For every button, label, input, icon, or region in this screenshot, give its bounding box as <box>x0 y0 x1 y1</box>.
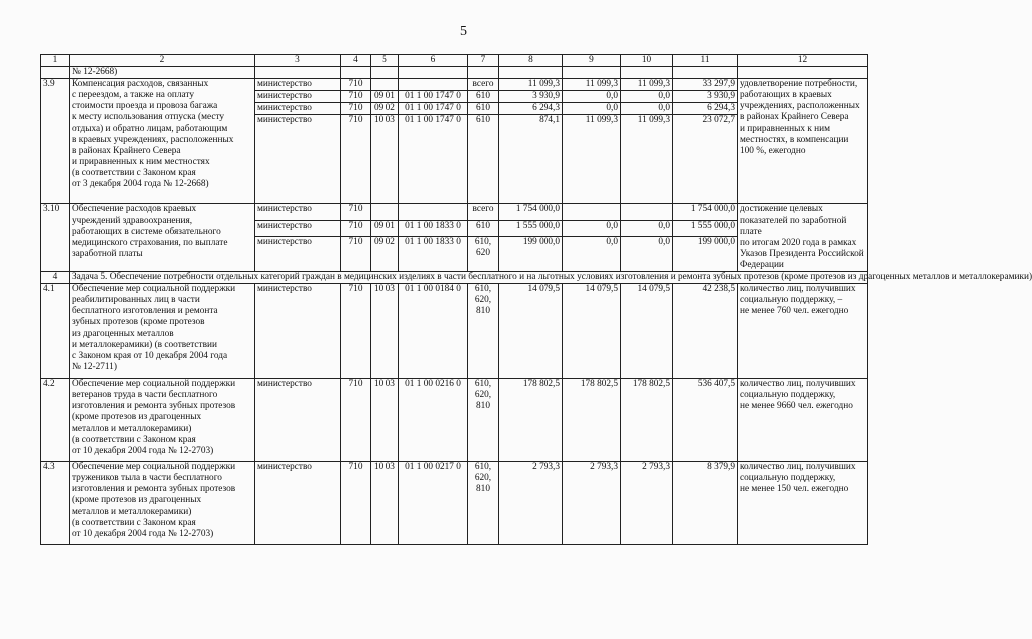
rzpr-cell: 09 01 <box>371 220 399 236</box>
year3-cell: 11 099,3 <box>621 115 673 204</box>
csr-cell: 01 1 00 1747 0 <box>399 91 468 103</box>
row-description: Обеспечение мер социальной поддержки реабилитированных лиц в части бесплатного изготовления и ремонта зубных протезов (кроме протезов из драгоценных металлов и металлокерамики) (в соответствии с Законом края от 10 декабря 2004 года № 12-2711) <box>70 284 255 379</box>
executor-cell: министерство <box>255 103 341 115</box>
col-header: 4 <box>341 55 371 67</box>
executor-cell: министерство <box>255 462 341 545</box>
result-cell: удовлетворение потребности, работающих в краевых учреждениях, расположенных в районах Крайнего Севера и приравненных к ним местностях, в компенсации 100 %, ежегодно <box>738 79 868 204</box>
result-cell: количество лиц, получивших социальную поддержку, не менее 150 чел. ежегодно <box>738 462 868 545</box>
executor-cell: министерство <box>255 204 341 220</box>
table-row <box>41 284 868 379</box>
grbs-cell: 710 <box>341 284 371 379</box>
year3-cell: 14 079,5 <box>621 284 673 379</box>
year2-cell: 11 099,3 <box>563 79 621 91</box>
grbs-cell: 710 <box>341 379 371 462</box>
year2-cell: 0,0 <box>563 220 621 236</box>
vr-cell: всего <box>468 79 499 91</box>
row-number: 3.10 <box>41 204 70 272</box>
vr-cell: 610 <box>468 91 499 103</box>
total-cell: 1 754 000,0 <box>673 204 738 220</box>
vr-cell: 610, 620, 810 <box>468 379 499 462</box>
header-row <box>41 55 868 67</box>
year3-cell: 0,0 <box>621 103 673 115</box>
csr-cell: 01 1 00 0184 0 <box>399 284 468 379</box>
row-description: Обеспечение мер социальной поддержки тружеников тыла в части бесплатного изготовления и ремонта зубных протезов (кроме протезов из драгоценных металлов и металлокерамики) (в соответствии с Законом края от 10 декабря 2004 года № 12-2703) <box>70 462 255 545</box>
grbs-cell: 710 <box>341 79 371 91</box>
program-table <box>40 54 1032 545</box>
col-header: 3 <box>255 55 341 67</box>
result-cell: количество лиц, получивших социальную поддержку, – не менее 760 чел. ежегодно <box>738 284 868 379</box>
grbs-cell: 710 <box>341 237 371 272</box>
year3-cell: 2 793,3 <box>621 462 673 545</box>
executor-cell: министерство <box>255 91 341 103</box>
grbs-cell: 710 <box>341 103 371 115</box>
grbs-cell: 710 <box>341 115 371 204</box>
vr-cell: всего <box>468 204 499 220</box>
year1-cell: 874,1 <box>499 115 563 204</box>
rzpr-cell <box>371 204 399 220</box>
total-cell: 8 379,9 <box>673 462 738 545</box>
total-cell: 6 294,3 <box>673 103 738 115</box>
vr-cell: 610 <box>468 103 499 115</box>
year2-cell: 0,0 <box>563 91 621 103</box>
year2-cell: 14 079,5 <box>563 284 621 379</box>
rzpr-cell: 10 03 <box>371 379 399 462</box>
year2-cell: 11 099,3 <box>563 115 621 204</box>
rzpr-cell: 10 03 <box>371 115 399 204</box>
year1-cell: 11 099,3 <box>499 79 563 91</box>
table-row <box>41 379 868 462</box>
csr-cell: 01 1 00 0216 0 <box>399 379 468 462</box>
row-number: 4.2 <box>41 379 70 462</box>
year3-cell: 178 802,5 <box>621 379 673 462</box>
row-description: Компенсация расходов, связанных с переездом, а также на оплату стоимости проезда и провоза багажа к месту использования отпуска (месту отдыха) и обратно лицам, работающим в краевых учреждениях, расположенных в районах Крайнего Севера и приравненных к ним местностях (в соответствии с Законом края от 3 декабря 2004 года № 12-2668) <box>70 79 255 204</box>
continuation-row <box>41 67 868 79</box>
rzpr-cell: 09 02 <box>371 237 399 272</box>
grbs-cell: 710 <box>341 220 371 236</box>
total-cell: 23 072,7 <box>673 115 738 204</box>
rzpr-cell <box>371 79 399 91</box>
row-description: Обеспечение мер социальной поддержки ветеранов труда в части бесплатного изготовления и ремонта зубных протезов (кроме протезов из драгоценных металлов и металлокерамики) (в соответствии с Законом края от 10 декабря 2004 года № 12-2703) <box>70 379 255 462</box>
csr-cell: 01 1 00 1833 0 <box>399 237 468 272</box>
col-header: 11 <box>673 55 738 67</box>
col-header: 6 <box>399 55 468 67</box>
executor-cell: министерство <box>255 379 341 462</box>
vr-cell: 610, 620, 810 <box>468 462 499 545</box>
grbs-cell: 710 <box>341 91 371 103</box>
continuation-text: № 12-2668) <box>70 67 255 79</box>
table-row <box>41 204 868 220</box>
csr-cell: 01 1 00 0217 0 <box>399 462 468 545</box>
year2-cell: 178 802,5 <box>563 379 621 462</box>
csr-cell <box>399 204 468 220</box>
year1-cell: 2 793,3 <box>499 462 563 545</box>
csr-cell: 01 1 00 1833 0 <box>399 220 468 236</box>
executor-cell: министерство <box>255 115 341 204</box>
table-row <box>41 462 868 545</box>
year3-cell <box>621 204 673 220</box>
executor-cell: министерство <box>255 220 341 236</box>
csr-cell <box>399 79 468 91</box>
total-cell: 536 407,5 <box>673 379 738 462</box>
year1-cell: 6 294,3 <box>499 103 563 115</box>
col-header: 10 <box>621 55 673 67</box>
year2-cell: 0,0 <box>563 103 621 115</box>
col-header: 2 <box>70 55 255 67</box>
vr-cell: 610 <box>468 115 499 204</box>
task-title: Задача 5. Обеспечение потребности отдельных категорий граждан в медицинских изделиях в части бесплатного и на льготных условиях изготовления и ремонта зубных протезов (кроме протезов из драгоценных металлов и металлокерамики) <box>70 272 868 284</box>
year3-cell: 0,0 <box>621 237 673 272</box>
row-number: 4 <box>41 272 70 284</box>
row-description: Обеспечение расходов краевых учреждений здравоохранения, работающих в системе обязательного медицинского страхования, по выплате заработной платы <box>70 204 255 272</box>
vr-cell: 610 <box>468 220 499 236</box>
rzpr-cell: 09 01 <box>371 91 399 103</box>
total-cell: 199 000,0 <box>673 237 738 272</box>
grbs-cell: 710 <box>341 204 371 220</box>
rzpr-cell: 09 02 <box>371 103 399 115</box>
year1-cell: 14 079,5 <box>499 284 563 379</box>
csr-cell: 01 1 00 1747 0 <box>399 115 468 204</box>
vr-cell: 610, 620, 810 <box>468 284 499 379</box>
year1-cell: 3 930,9 <box>499 91 563 103</box>
task-row <box>41 272 868 284</box>
col-header: 1 <box>41 55 70 67</box>
year1-cell: 1 754 000,0 <box>499 204 563 220</box>
year1-cell: 1 555 000,0 <box>499 220 563 236</box>
result-cell: достижение целевых показателей по заработной плате по итогам 2020 года в рамках Указов Президента Российской Федерации <box>738 204 868 272</box>
col-header: 9 <box>563 55 621 67</box>
col-header: 7 <box>468 55 499 67</box>
vr-cell: 610, 620 <box>468 237 499 272</box>
rzpr-cell: 10 03 <box>371 284 399 379</box>
row-number: 4.3 <box>41 462 70 545</box>
total-cell: 1 555 000,0 <box>673 220 738 236</box>
year3-cell: 0,0 <box>621 220 673 236</box>
total-cell: 33 297,9 <box>673 79 738 91</box>
col-header: 5 <box>371 55 399 67</box>
executor-cell: министерство <box>255 79 341 91</box>
row-number: 3.9 <box>41 79 70 204</box>
col-header: 12 <box>738 55 868 67</box>
year1-cell: 178 802,5 <box>499 379 563 462</box>
page-number: 5 <box>460 24 467 39</box>
year2-cell: 2 793,3 <box>563 462 621 545</box>
total-cell: 3 930,9 <box>673 91 738 103</box>
table-row <box>41 79 868 91</box>
total-cell: 42 238,5 <box>673 284 738 379</box>
year3-cell: 11 099,3 <box>621 79 673 91</box>
year3-cell: 0,0 <box>621 91 673 103</box>
year2-cell: 0,0 <box>563 237 621 272</box>
result-cell: количество лиц, получивших социальную поддержку, не менее 9660 чел. ежегодно <box>738 379 868 462</box>
row-number: 4.1 <box>41 284 70 379</box>
executor-cell: министерство <box>255 284 341 379</box>
rzpr-cell: 10 03 <box>371 462 399 545</box>
col-header: 8 <box>499 55 563 67</box>
grbs-cell: 710 <box>341 462 371 545</box>
csr-cell: 01 1 00 1747 0 <box>399 103 468 115</box>
year2-cell <box>563 204 621 220</box>
year1-cell: 199 000,0 <box>499 237 563 272</box>
executor-cell: министерство <box>255 237 341 272</box>
